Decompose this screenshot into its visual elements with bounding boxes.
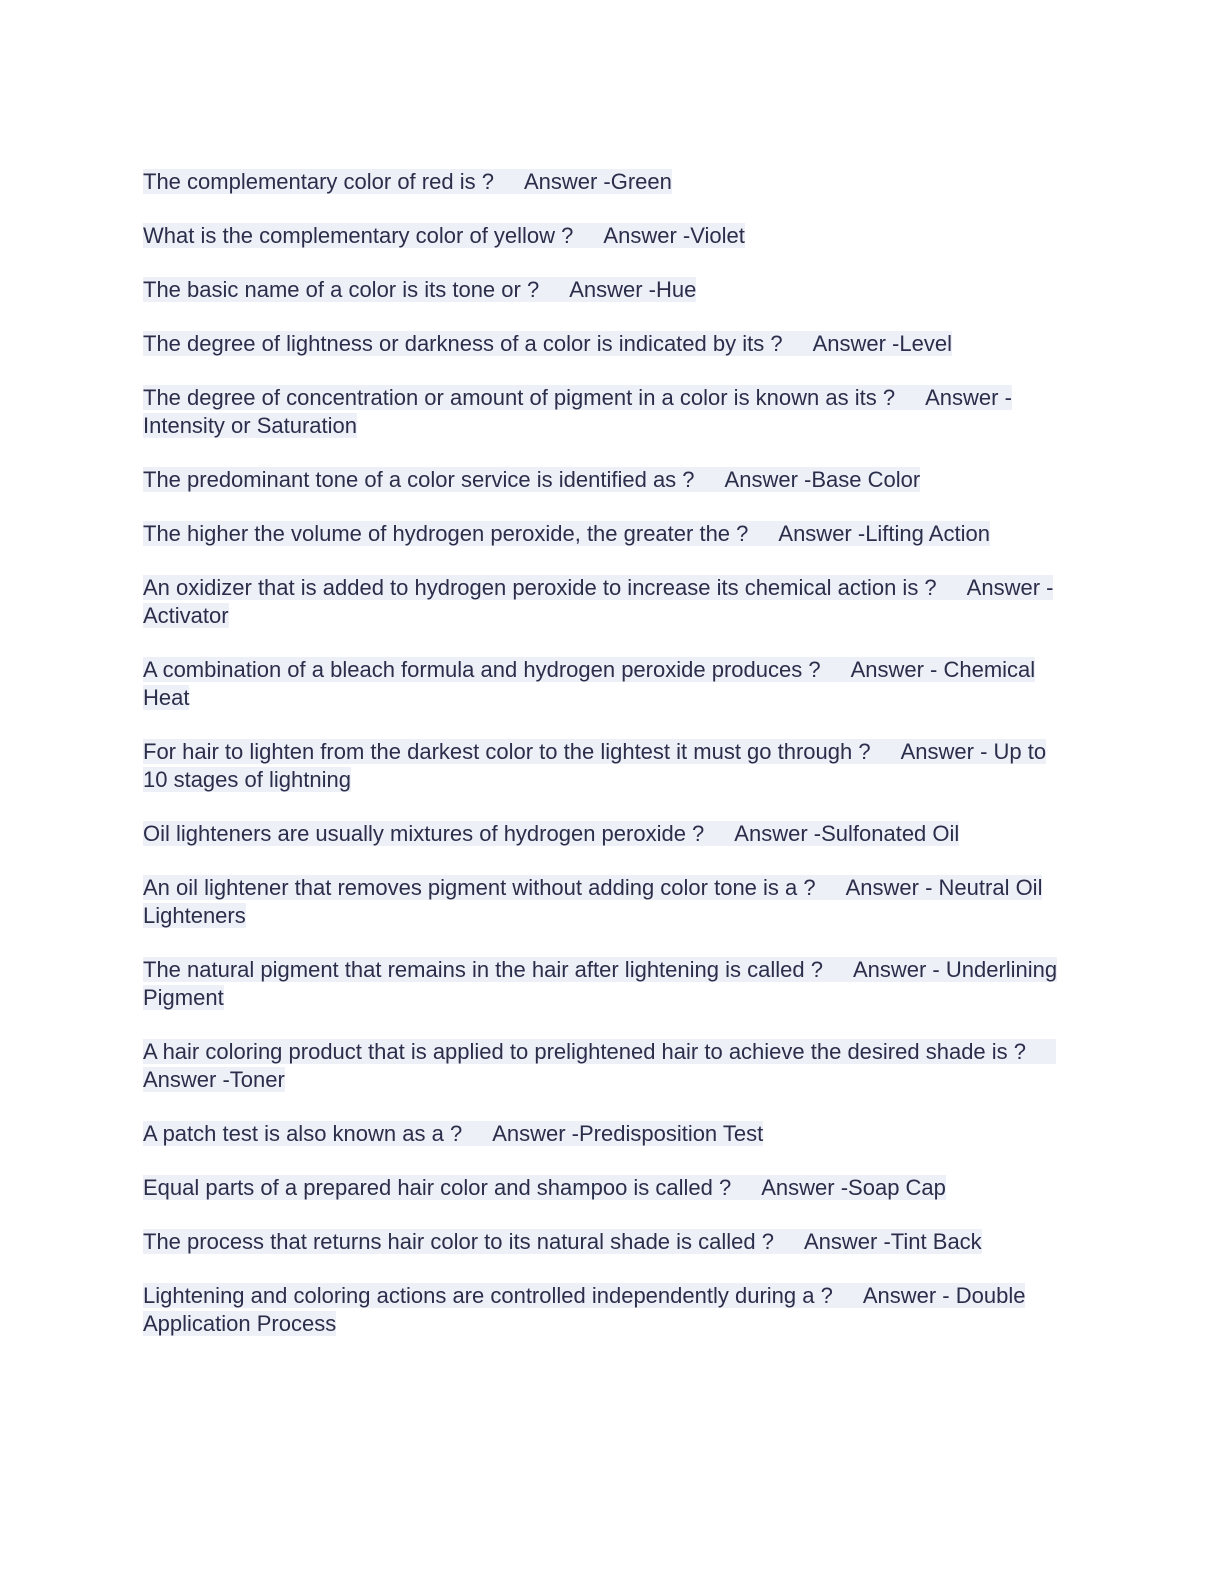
- qa-item: [143, 520, 1075, 548]
- question-text: An oil lightener that removes pigment without adding color tone is a ?: [143, 875, 816, 900]
- qa-item: [143, 656, 1075, 712]
- answer-text: Answer -Lifting Action: [778, 521, 990, 546]
- qa-item: [143, 874, 1075, 930]
- document-page: [143, 168, 1075, 1364]
- answer-text: Answer -Tint Back: [804, 1229, 982, 1254]
- question-text: What is the complementary color of yellow ?: [143, 223, 574, 248]
- question-text: A patch test is also known as a ?: [143, 1121, 463, 1146]
- answer-text: Answer - Double Application Process: [143, 1283, 1026, 1336]
- question-text: Equal parts of a prepared hair color and shampoo is called ?: [143, 1175, 732, 1200]
- question-text: For hair to lighten from the darkest color to the lightest it must go through ?: [143, 739, 871, 764]
- qa-item: [143, 168, 1075, 196]
- qa-item: [143, 276, 1075, 304]
- answer-text: Answer - Neutral Oil Lighteners: [143, 875, 1043, 928]
- qa-item: [143, 1282, 1075, 1338]
- answer-text: Answer -Predisposition Test: [492, 1121, 764, 1146]
- answer-text: Answer -Soap Cap: [761, 1175, 946, 1200]
- question-text: An oxidizer that is added to hydrogen peroxide to increase its chemical action is ?: [143, 575, 937, 600]
- answer-text: Answer -Intensity or Saturation: [143, 385, 1012, 438]
- question-text: Oil lighteners are usually mixtures of hydrogen peroxide ?: [143, 821, 705, 846]
- answer-text: Answer -Base Color: [724, 467, 921, 492]
- answer-text: Answer -Sulfonated Oil: [734, 821, 960, 846]
- qa-item: [143, 738, 1075, 794]
- answer-text: Answer - Up to 10 stages of lightning: [143, 739, 1047, 792]
- question-text: A hair coloring product that is applied to prelightened hair to achieve the desired shade is ?: [143, 1039, 1027, 1064]
- answer-text: Answer -Toner: [143, 1067, 285, 1092]
- answer-text: Answer -Hue: [569, 277, 697, 302]
- qa-item: [143, 1228, 1075, 1256]
- qa-item: [143, 222, 1075, 250]
- qa-item: [143, 820, 1075, 848]
- qa-item: [143, 1038, 1075, 1094]
- qa-item: [143, 466, 1075, 494]
- qa-item: [143, 1120, 1075, 1148]
- answer-text: Answer -Level: [812, 331, 952, 356]
- qa-item: [143, 330, 1075, 358]
- question-text: The higher the volume of hydrogen peroxide, the greater the ?: [143, 521, 749, 546]
- question-text: The basic name of a color is its tone or ?: [143, 277, 540, 302]
- qa-item: [143, 384, 1075, 440]
- question-text: A combination of a bleach formula and hydrogen peroxide produces ?: [143, 657, 821, 682]
- answer-text: Answer -Green: [523, 169, 672, 194]
- qa-item: [143, 1174, 1075, 1202]
- question-text: The predominant tone of a color service is identified as ?: [143, 467, 695, 492]
- question-text: Lightening and coloring actions are controlled independently during a ?: [143, 1283, 833, 1308]
- answer-text: Answer - Chemical Heat: [143, 657, 1036, 710]
- answer-text: Answer -Violet: [603, 223, 745, 248]
- question-text: The degree of concentration or amount of pigment in a color is known as its ?: [143, 385, 896, 410]
- question-text: The degree of lightness or darkness of a color is indicated by its ?: [143, 331, 783, 356]
- qa-item: [143, 956, 1075, 1012]
- question-text: The complementary color of red is ?: [143, 169, 494, 194]
- answer-text: Answer -Activator: [143, 575, 1054, 628]
- question-text: The process that returns hair color to its natural shade is called ?: [143, 1229, 774, 1254]
- answer-text: Answer - Underlining Pigment: [143, 957, 1058, 1010]
- qa-item: [143, 574, 1075, 630]
- question-text: The natural pigment that remains in the hair after lightening is called ?: [143, 957, 823, 982]
